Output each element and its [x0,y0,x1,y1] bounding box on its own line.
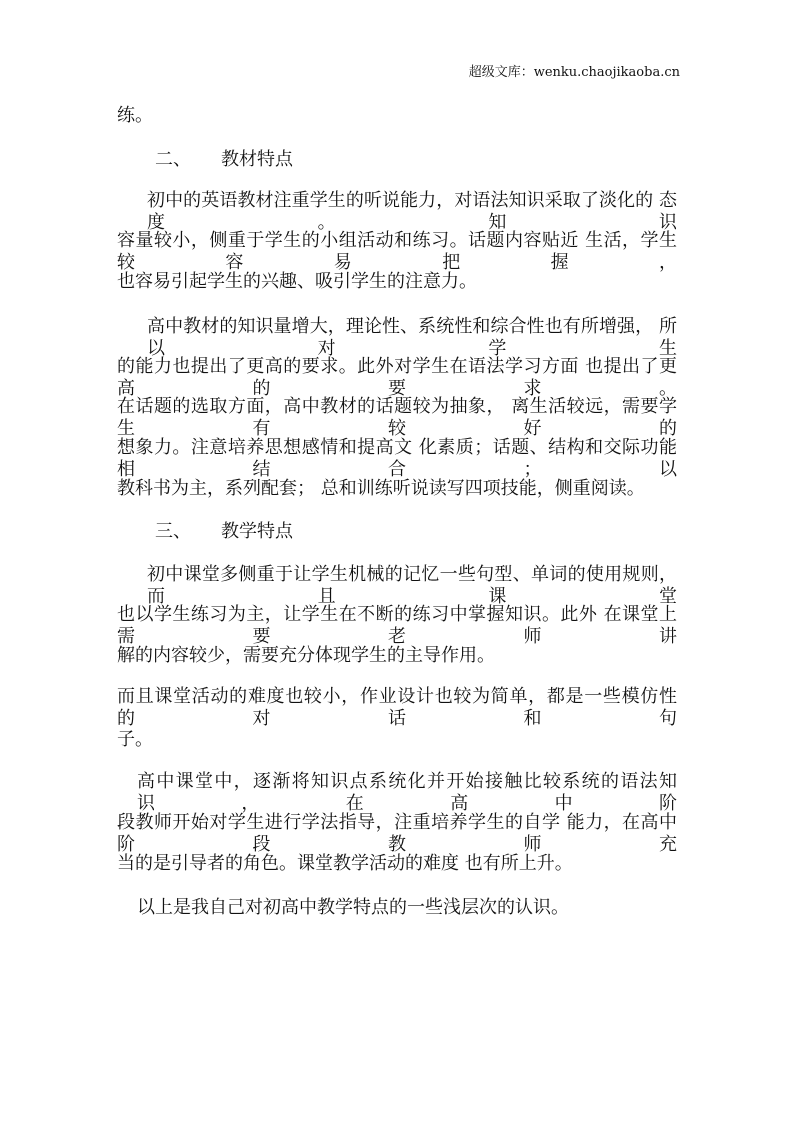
text-line: 也以学生练习为主，让学生在不断的练习中掌握知识。此外 在课堂上需要老师讲 [117,604,677,647]
section-heading-2 [155,149,715,171]
heading-number: 二、 [155,149,191,170]
text-line: 初中的英语教材注重学生的听说能力，对语法知识采取了淡化的 态度。知识 [147,190,677,233]
heading-number: 三、 [155,521,191,542]
text-line: 容量较小，侧重于学生的小组活动和练习。话题内容贴近 生活，学生较容易把握， [117,230,677,273]
text-line: 练。 [117,105,153,126]
text-line: 解的内容较少，需要充分体现学生的主导作用。 [117,645,495,666]
text-line: 以上是我自己对初高中教学特点的一些浅层次的认识。 [137,897,569,918]
page-header: 超级文库：wenku.chaojikaoba.cn [468,65,680,80]
heading-title: 教学特点 [221,521,293,542]
section-heading-3 [155,521,715,543]
text-line: 子。 [117,729,153,750]
text-line: 高中教材的知识量增大，理论性、系统性和综合性也有所增强， 所以对学生 [147,316,677,359]
text-line: 而且课堂活动的难度也较小，作业设计也较为简单，都是一些模仿性 的对话和句 [117,686,677,729]
heading-title: 教材特点 [221,149,293,170]
text-line: 也容易引起学生的兴趣、吸引学生的注意力。 [117,271,477,292]
text-line: 想象力。注意培养思想感情和提高文 化素质；话题、结构和交际功能相结合；以 [117,437,677,480]
text-line: 的能力也提出了更高的要求。此外对学生在语法学习方面 也提出了更高的要求。 [117,356,677,399]
text-line: 在话题的选取方面，高中教材的话题较为抽象， 离生活较远，需要学生有较好的 [117,396,677,439]
text-line: 教科书为主，系列配套； 总和训练听说读写四项技能，侧重阅读。 [117,478,645,499]
text-line: 高中课堂中，逐渐将知识点系统化并开始接触比较系统的语法知 识，在高中阶 [137,771,677,814]
text-line: 当的是引导者的角色。课堂教学活动的难度 也有所上升。 [117,853,573,874]
text-line: 段教师开始对学生进行学法指导，注重培养学生的自学 能力，在高中阶段教师充 [117,812,677,855]
text-line: 初中课堂多侧重于让学生机械的记忆一些句型、单词的使用规则， 而且课堂 [147,564,677,607]
